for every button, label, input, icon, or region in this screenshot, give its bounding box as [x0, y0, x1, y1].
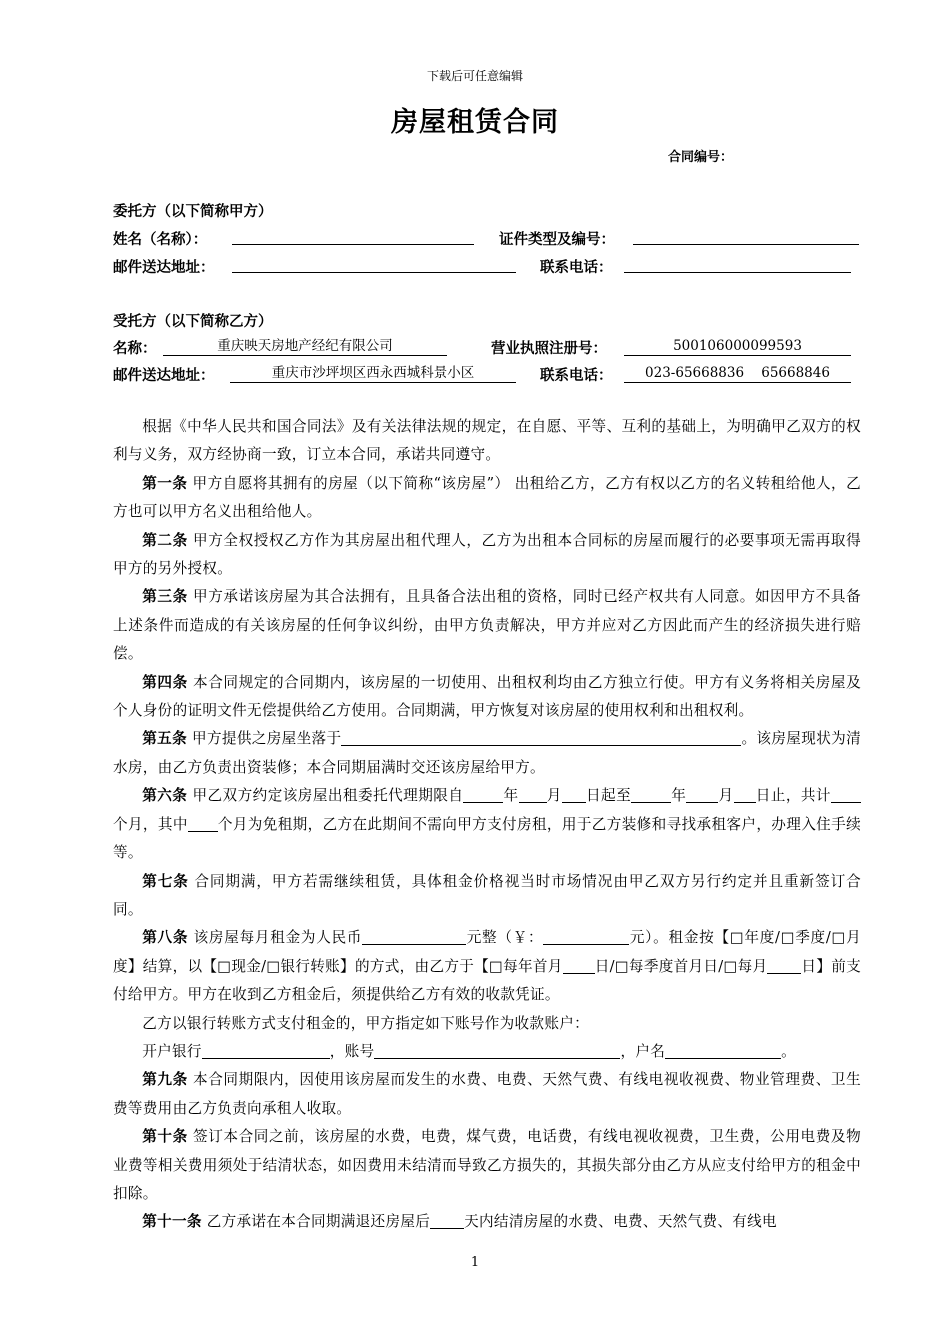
party-a-name-label: 姓名（名称）：	[113, 232, 208, 248]
party-a-phone-field[interactable]	[624, 272, 851, 273]
party-a-address-field[interactable]	[232, 272, 516, 273]
clause-10	[113, 1123, 861, 1208]
end-day-field[interactable]	[734, 784, 756, 803]
page-number: 1	[470, 1255, 480, 1270]
clause-10-title: 第十条	[142, 1128, 188, 1146]
clause-4-title: 第四条	[142, 673, 188, 691]
year-label: 年	[503, 787, 519, 805]
monthly-pay-day-field[interactable]	[767, 959, 801, 974]
clause-3-title: 第三条	[142, 588, 188, 606]
clause-4	[113, 669, 861, 726]
start-year-field[interactable]	[463, 784, 503, 803]
party-a-phone-label: 联系电话：	[540, 260, 613, 276]
party-b-name-value: 重庆映天房地产经纪有限公司	[163, 338, 447, 356]
start-day-field[interactable]	[562, 784, 586, 803]
header-note: 下载后可任意编辑	[426, 69, 523, 83]
party-a-address-label: 邮件送达地址：	[113, 260, 215, 276]
party-b-name-label: 名称：	[113, 341, 157, 357]
property-location-field[interactable]	[341, 727, 741, 746]
clause-6	[113, 782, 861, 867]
free-months-field[interactable]	[188, 813, 218, 832]
clause-7-text: 合同期满，甲方若需继续租赁，具体租金价格视当时市场情况由甲乙双方另行约定并且重新签订合同。	[113, 872, 861, 918]
account-number-field[interactable]	[374, 1040, 620, 1059]
clause-8-text-d: 日/□每季度首月日/□每月	[594, 957, 768, 975]
party-b-address-value: 重庆市沙坪坝区西永西城科景小区	[230, 365, 516, 383]
clause-2-text: 甲方全权授权乙方作为其房屋出租代理人，乙方为出租本合同标的房屋而履行的必要事项无需再取得甲方的另外授权。	[113, 531, 861, 578]
clause-8-text-c: 元）。租金按【□年度/□季度/□月度】结算，以【□现金/□银行转账】的方式，由乙方于【□每年首月	[113, 929, 861, 975]
clause-4-text: 本合同规定的合同期内，该房屋的一切使用、出租权利均由乙方独立行使。甲方有义务将相关房屋及个人身份的证明文件无偿提供给乙方使用。合同期满，甲方恢复对该房屋的使用权利和出租权利。	[113, 673, 861, 720]
account-label: ，账号	[329, 1042, 375, 1060]
clause-5-text-b: 。该房屋现状为清水房，由乙方负责出资装修；本合同期届满时交还该房屋给甲方。	[113, 730, 861, 776]
party-b-phone-value: 023-65668836 65668846	[624, 365, 851, 383]
bank-label: 开户银行	[142, 1042, 202, 1060]
clause-6-text-rest: 个月为免租期，乙方在此期间不需向甲方支付房租，用于乙方装修和寻找承租客户，办理入住手续等。	[113, 815, 861, 862]
party-a-id-label: 证件类型及编号：	[499, 232, 615, 248]
bank-account-line	[113, 1038, 861, 1066]
party-a-id-field[interactable]	[633, 244, 859, 245]
contract-body	[113, 413, 861, 1237]
clause-11-text-b: 天内结清房屋的水费、电费、天然气费、有线电	[464, 1213, 777, 1231]
month-label-2: 月	[718, 787, 734, 805]
clause-5	[113, 725, 861, 782]
clause-1-title: 第一条	[142, 474, 188, 492]
year-label-2: 年	[671, 787, 687, 805]
end-month-field[interactable]	[686, 784, 718, 803]
clause-9-text: 本合同期限内，因使用该房屋而发生的水费、电费、天然气费、有线电视收视费、物业管理费、卫生费等费用由乙方负责向承租人收取。	[113, 1071, 861, 1117]
party-b-address-label: 邮件送达地址：	[113, 368, 215, 384]
clause-9	[113, 1066, 861, 1123]
party-a-heading: 委托方（以下简称甲方）	[113, 204, 273, 220]
clause-3	[113, 583, 861, 668]
contract-number-label: 合同编号：	[668, 150, 734, 165]
clause-9-title: 第九条	[142, 1071, 188, 1089]
total-label: 共计	[800, 787, 831, 805]
period: 。	[781, 1042, 797, 1060]
settlement-days-field[interactable]	[430, 1210, 464, 1229]
start-month-field[interactable]	[519, 784, 547, 803]
clause-11-text-a: 乙方承诺在本合同期满退还房屋后	[206, 1213, 431, 1231]
rent-number-field[interactable]	[543, 926, 629, 945]
clause-8-text-b: 元整（￥：	[466, 929, 544, 947]
party-b-license-value: 500106000099593	[624, 338, 851, 356]
clause-7	[113, 868, 861, 925]
party-b-heading: 受托方（以下简称乙方）	[113, 314, 273, 330]
month-label: 月	[546, 787, 562, 805]
clause-11-title: 第十一条	[142, 1213, 202, 1231]
clause-7-title: 第七条	[142, 872, 189, 890]
clause-1-text: 甲方自愿将其拥有的房屋（以下简称“该房屋”） 出租给乙方，乙方有权以乙方的名义转租给他人，乙方也可以甲方名义出租给他人。	[113, 474, 861, 521]
clause-2	[113, 527, 861, 584]
preamble: 根据《中华人民共和国合同法》及有关法律法规的规定，在自愿、平等、互利的基础上，为明确甲乙双方的权利与义务，双方经协商一致，订立本合同，承诺共同遵守。	[113, 418, 861, 464]
bank-intro: 乙方以银行转账方式支付租金的，甲方指定如下账号作为收款账户：	[142, 1014, 590, 1032]
clause-8-text-e: 日】前支付给甲方。甲方在收到乙方租金后，须提供给乙方有效的收款凭证。	[113, 957, 862, 1004]
clause-11	[113, 1208, 861, 1236]
clause-5-text-a: 甲方提供之房屋坐落于	[192, 730, 342, 748]
party-a-name-field[interactable]	[232, 244, 474, 245]
account-holder-field[interactable]	[665, 1040, 781, 1059]
clause-3-text: 甲方承诺该房屋为其合法拥有，且具备合法出租的资格，同时已经产权共有人同意。如因甲方不具备上述条件而造成的有关该房屋的任何争议纠纷，由甲方负责解决，甲方并应对乙方因此而产生的经济损失进行赔偿。	[113, 588, 861, 663]
holder-label: ，户名	[620, 1042, 666, 1060]
yearly-pay-day-field[interactable]	[563, 959, 595, 974]
clause-8-text-a: 该房屋每月租金为人民币	[193, 929, 363, 947]
months-label: 个月，其中	[113, 815, 188, 833]
clause-8-title: 第八条	[142, 929, 189, 947]
day-end-label: 日止，	[755, 787, 801, 805]
party-b-phone-label: 联系电话：	[540, 368, 613, 384]
clause-1	[113, 470, 861, 527]
clause-6-text-a: 甲乙双方约定该房屋出租委托代理期限自	[192, 787, 464, 805]
clause-8	[113, 924, 861, 1009]
document-title: 房屋租赁合同	[391, 107, 559, 138]
total-months-field[interactable]	[831, 784, 861, 803]
rent-amount-field[interactable]	[362, 926, 466, 945]
day-from-label: 日起至	[585, 787, 632, 805]
clause-10-text: 签订本合同之前，该房屋的水费，电费，煤气费，电话费，有线电视收视费，卫生费，公用电费及物业费等相关费用须处于结清状态，如因费用未结清而导致乙方损失的，其损失部分由乙方从应支付给甲方的租金中扣除。	[113, 1128, 861, 1202]
clause-5-title: 第五条	[142, 730, 188, 748]
party-b-license-label: 营业执照注册号：	[491, 341, 607, 357]
end-year-field[interactable]	[631, 784, 671, 803]
clause-2-title: 第二条	[142, 531, 188, 549]
bank-name-field[interactable]	[202, 1040, 330, 1059]
clause-6-title: 第六条	[142, 787, 188, 805]
